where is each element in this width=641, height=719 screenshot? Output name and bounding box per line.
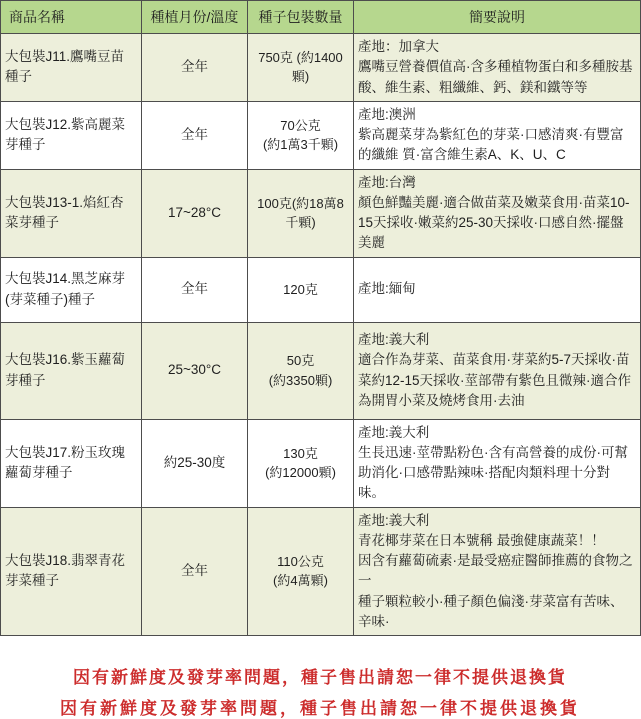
text-line: 適合作為芽菜、苗菜食用·芽菜約5-7天採收·苗菜約12-15天採收·莖部帶有紫色且微辣·適合作為開胃小菜及燒烤食用·去油 [358,352,632,408]
table-row [1,322,641,419]
description-cell [354,322,641,419]
package-qty-cell [248,507,354,636]
col-header-product-name: 商品名稱 [1,1,142,34]
text-line: 120克 [283,281,318,297]
cropped-text-fragment: 因有新鮮度及發芽率問題，種子售出請恕一律不提供退換貨 [60,699,580,718]
text-line: 因含有蘿蔔硫素·是最受癌症醫師推薦的食物之一 [358,553,633,589]
text-line: 大包裝J12.紫高麗菜芽種子 [5,116,126,153]
text-line: 750克 (約1400顆) [258,49,343,85]
text-line: 產地:澳洲 [358,106,416,122]
season-temp-cell [142,34,248,102]
text-line: 17~28°C [167,204,222,220]
text-line: 鷹嘴豆營養價值高·含多種植物蛋白和多種胺基酸、維生素、粗纖維、鈣、鎂和鐵等等 [358,59,633,95]
description-cell [354,419,641,507]
season-temp-cell [142,507,248,636]
season-temp-cell [142,169,248,257]
text-line: 生長迅速·莖帶點粉色·含有高營養的成份·可幫助消化·口感帶點辣味·搭配肉類料理十分對味。 [358,444,628,501]
season-temp-cell [142,419,248,507]
text-line: 約25-30度 [163,454,226,470]
description-cell [354,169,641,257]
text-line: 產地:義大利 [358,424,430,440]
text-line: 全年 [181,59,208,75]
text-line: 100克(約18萬8千顆) [257,195,344,230]
text-line: (約4萬顆) [273,573,328,589]
package-qty-cell [248,257,354,322]
product-name-cell [1,101,142,169]
table-header-row [1,1,641,34]
no-return-notice: 因有新鮮度及發芽率問題，種子售出請恕一律不提供退換貨 [73,668,567,687]
package-qty-cell [248,169,354,257]
text-line: 大包裝J13-1.焰紅杏菜芽種子 [5,194,124,230]
text-line: 青花椰芽菜在日本號稱 最強健康蔬菜！！ [358,532,605,548]
product-name-cell [1,322,142,419]
text-line: 產地:義大利 [358,332,430,347]
text-line: 130克 [283,445,318,461]
cropped-text-line [0,694,640,718]
package-qty-cell [248,419,354,507]
col-header-description: 簡要說明 [354,1,641,34]
table-row [1,257,641,322]
col-header-package-qty: 種子包裝數量 [248,1,354,34]
text-line: (約12000顆) [265,465,336,480]
season-temp-cell [142,101,248,169]
text-line: (約1萬3千顆) [262,137,339,153]
text-line: 全年 [181,127,208,142]
text-line: 大包裝J11.鷹嘴豆苗種子 [5,49,125,85]
description-cell [354,257,641,322]
text-line: 全年 [181,281,208,297]
text-line: 種子顆粒較小·種子顏色偏淺·芽菜富有苦味、辛味· [358,593,624,629]
description-cell [354,101,641,169]
text-line: 產地：加拿大 [358,39,439,54]
table-row [1,101,641,169]
table-row [1,419,641,507]
text-line: 70公克 [280,117,321,133]
text-line: 產地:台灣 [358,174,416,190]
col-header-season-temp: 種植月份/溫度 [142,1,248,34]
package-qty-cell [248,101,354,169]
text-line: 產地:緬甸 [358,281,416,297]
text-line: 大包裝J17.粉玉玫瑰蘿蔔芽種子 [5,444,126,480]
text-line: 大包裝J14.黑芝麻芽(芽菜種子)種子 [5,271,126,307]
text-line: 紫高麗菜芽為紫紅色的芽菜·口感清爽·有豐富的纖維 質·富含維生素A、K、U、C [358,127,624,163]
text-line: 110公克 [277,553,324,569]
text-line: 顏色鮮豔美麗·適合做苗菜及嫩菜食用·苗菜10-15天採收·嫩菜約25-30天採收·口感自然·擺盤美麗 [358,194,630,251]
text-line: 大包裝J18.翡翠青花芽菜種子 [5,553,126,589]
text-line: 全年 [181,563,208,579]
package-qty-cell [248,34,354,102]
season-temp-cell [142,322,248,419]
table-row [1,34,641,102]
product-name-cell [1,507,142,636]
text-line: 25~30°C [167,362,222,378]
text-line: 50克 [286,353,315,368]
description-cell [354,507,641,636]
text-line: (約3350顆) [268,372,333,388]
description-cell [354,34,641,102]
product-name-cell [1,257,142,322]
season-temp-cell [142,257,248,322]
table-row [1,507,641,636]
text-line: 大包裝J16.紫玉蘿蔔芽種子 [5,352,126,388]
product-name-cell [1,34,142,102]
product-name-cell [1,419,142,507]
table-row [1,169,641,257]
package-qty-cell [248,322,354,419]
text-line: 產地:義大利 [358,512,430,528]
product-name-cell [1,169,142,257]
